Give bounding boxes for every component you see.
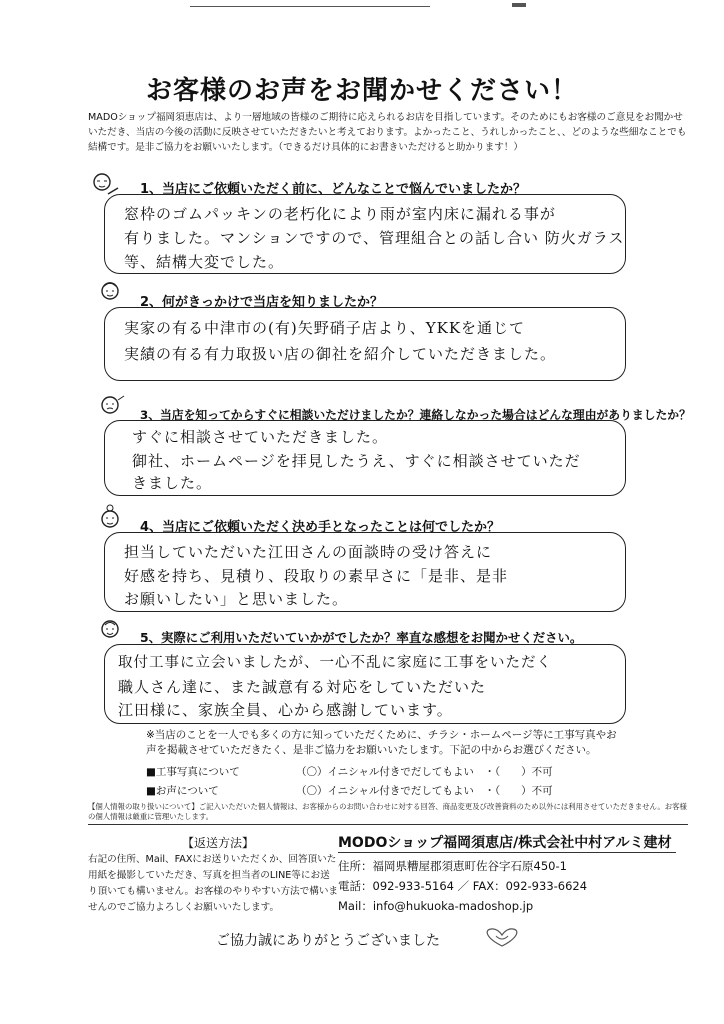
heart-icon	[482, 926, 522, 952]
consent-voice-mark: 〇	[306, 785, 317, 797]
answer-1-line-3: 等、結構大変でした。	[124, 253, 285, 271]
answer-5-line-3: 江田様に、家族全員、心から感謝しています。	[118, 701, 453, 719]
consent-photo-no: 不可	[531, 766, 553, 778]
answer-2-line-2: 実績の有る有力取扱い店の御社を紹介していただきました。	[124, 345, 557, 363]
consent-photo-label: ■工事写真について	[146, 766, 240, 778]
privacy-note: 【個人情報の取り扱いについて】ご記入いただいた個人情報は、お客様からのお問い合わせに対する回答、商品変更及び改善資料のため以外には利用させていただきません。お客様の個人情報は厳重に管理いたします。	[88, 802, 687, 821]
consent-text: ※当店のことを一人でも多くの方に知っていただくために、チラシ・ホームページ等に工事写真やお声を掲載させていただきたく、是非ご協力をお願いいたします。下記の中からお選びください。	[146, 729, 617, 756]
shop-address: 住所：福岡県糟屋郡須恵町佐谷字石原450-1	[338, 859, 567, 873]
consent-voice-yes: イニシャル付きでだしてもよい	[327, 785, 474, 797]
person-icon	[96, 278, 130, 308]
consent-photo-mark: 〇	[306, 766, 317, 778]
shop-underline	[338, 852, 676, 853]
page-title: お客様のお声をお聞かせください！	[145, 76, 578, 106]
divider	[88, 824, 688, 825]
consent-voice-no: 不可	[531, 785, 553, 797]
question-4: 4、当店にご依頼いただく決め手となったことは何でしたか？	[140, 520, 501, 535]
question-5: 5、実際にご利用いただいていかがでしたか？率直な感想をお聞かせください。	[140, 630, 583, 645]
consent-voice-label: ■お声について	[146, 785, 219, 797]
answer-3-line-2: 御社、ホームページを拝見したうえ、すぐに相談させていただ	[132, 452, 581, 470]
consent-photo-choice: （〇）イニシャル付きでだしてもよい ・（ ）不可	[296, 766, 553, 778]
answer-5-line-1: 取付工事に立会いましたが、一心不乱に家庭に工事をいただく	[118, 655, 552, 671]
answer-3-line-1: すぐに相談させていただきました。	[132, 428, 389, 446]
answer-4-line-1: 担当していただいた江田さんの面談時の受け答えに	[124, 543, 493, 561]
answer-1-line-2: 有りました。マンションですので、管理組合との話し合い 防火ガラス	[124, 229, 625, 247]
consent-voice-choice: （〇）イニシャル付きでだしてもよい ・（ ）不可	[296, 785, 553, 797]
question-1: 1、当店にご依頼いただく前に、どんなことで悩んでいましたか？	[140, 182, 527, 197]
shop-name: MODOショップ福岡須恵店/株式会社中村アルミ建材	[338, 835, 672, 851]
person-icon	[96, 392, 130, 422]
return-text: 右記の住所、Mail、FAXにお送りいただくか、回答頂いた用紙を撮影していただき、写真を担当者のLINE等にお送り頂いても構いません。お客様のやりやすい方法で構いませんのでご協力よろしくお願いいたします。	[88, 854, 339, 913]
shop-phone: 電話：092-933-5164 ／ FAX：092-933-6624	[338, 879, 588, 893]
answer-4-line-2: 好感を持ち、見積り、段取りの素早さに「是非、是非	[124, 567, 509, 585]
top-rule	[190, 6, 430, 7]
consent-photo-yes: イニシャル付きでだしてもよい	[327, 766, 474, 778]
answer-4-line-3: お願いしたい」と思いました。	[124, 590, 349, 608]
shop-mail: Mail：info@hukuoka-madoshop.jp	[338, 899, 534, 913]
thanks-text: ご協力誠にありがとうございました	[216, 933, 440, 949]
answer-1-line-1: 窓枠のゴムパッキンの老朽化により雨が室内床に漏れる事が	[124, 205, 556, 223]
question-2: 2、何がきっかけで当店を知りましたか？	[140, 295, 384, 310]
person-icon	[96, 616, 130, 646]
answer-3-line-3: きました。	[132, 474, 213, 492]
return-heading: 【返送方法】	[182, 836, 255, 850]
answer-5-line-2: 職人さん達に、また誠意有る対応をしていただいた	[118, 678, 487, 696]
question-3: 3、当店を知ってからすぐに相談いただけましたか？連絡しなかった場合はどんな理由がありましたか？	[140, 408, 691, 422]
person-icon	[96, 502, 130, 536]
answer-2-line-1: 実家の有る中津市の(有)矢野硝子店より、YKKを通じて	[124, 319, 526, 337]
intro-text: MADOショップ福岡須恵店は、より一層地域の皆様のご期待に応えられるお店を目指しています。そのためにもお客様のご意見をお聞かせいただき、当店の今後の活動に反映させていただきたいと考えております。よかったこと、うれしかったこと、、どのような些細なことでも結構です。是非ご協力をお願いいたします。（できるだけ具体的にお書きいただけると助かります！）	[88, 112, 687, 153]
top-mark	[512, 3, 526, 7]
